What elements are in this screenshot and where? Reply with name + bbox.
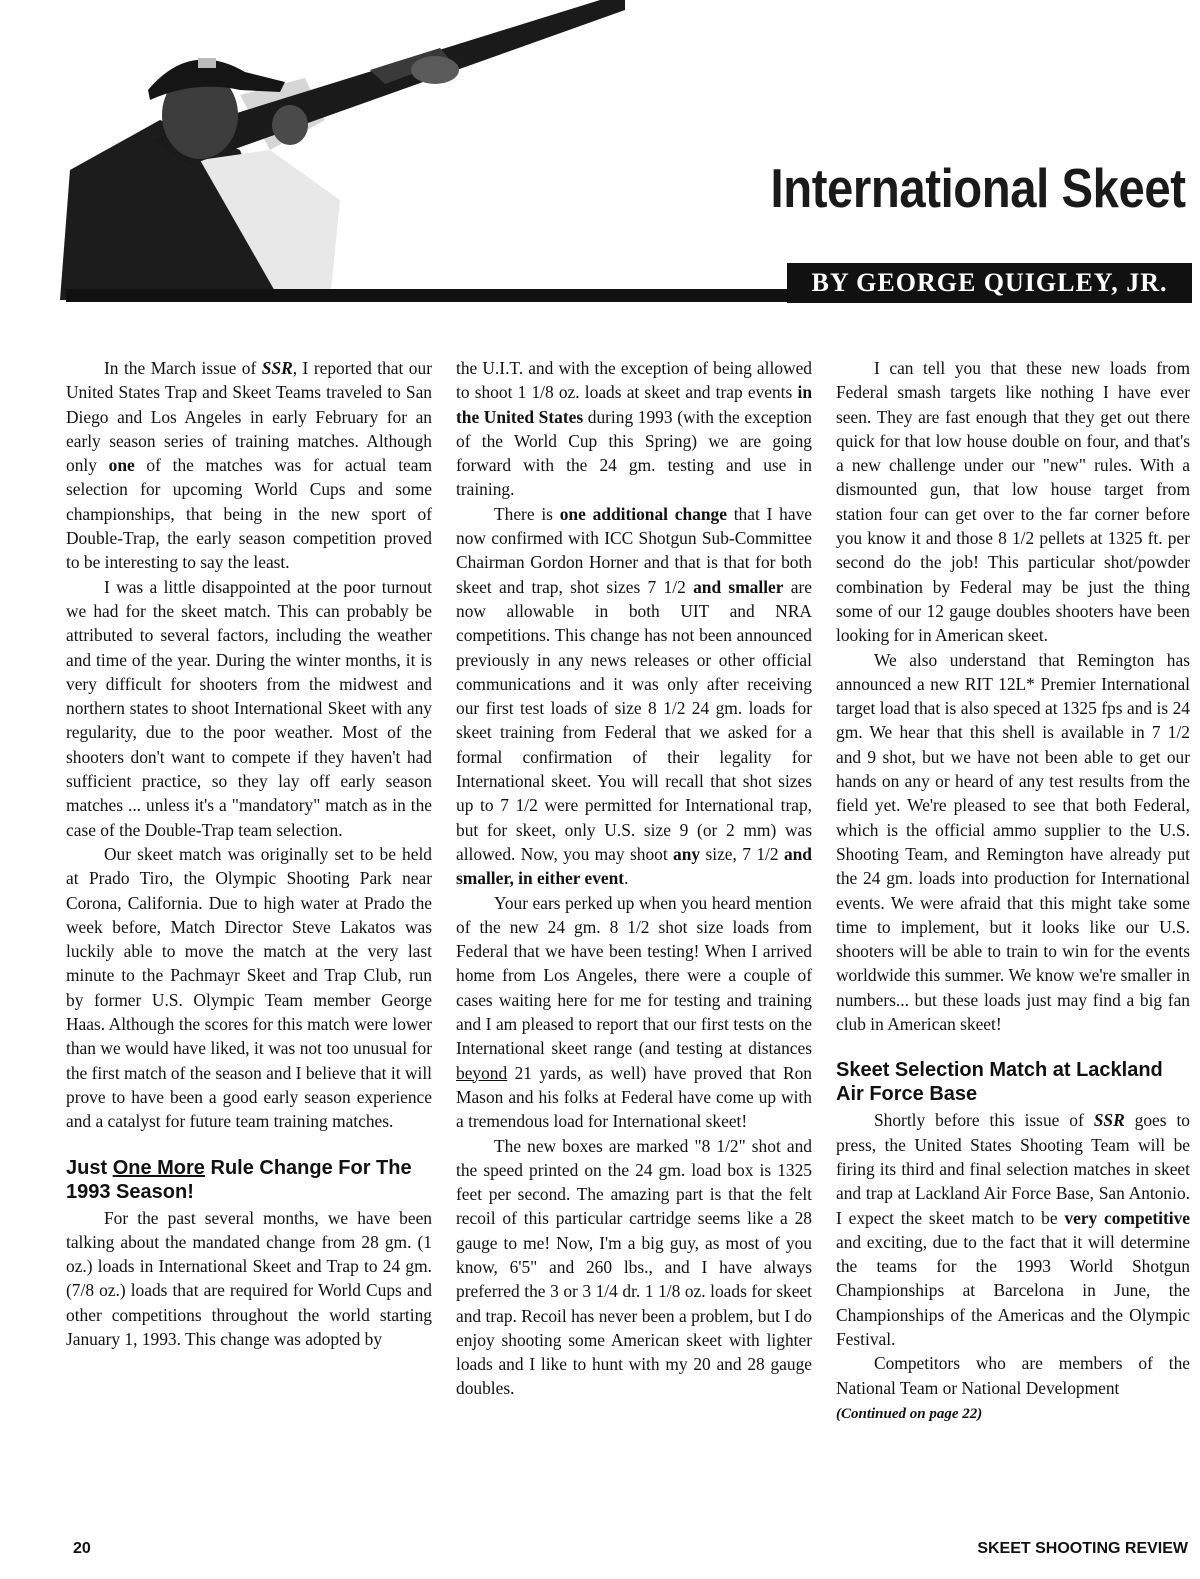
subhead-rule-change: Just One More Rule Change For The 1993 Season!	[66, 1156, 412, 1203]
paragraph: We also understand that Remington has announced a new RIT 12L* Premier International target load that is also speced at 1325 fps and is 24 gm. We hear that this shell is available in 7 1/2 and 9 shot, but we have not been able to get our hands on any or heard of any test results from the field yet. We're pleased to see that both Federal, which is the official ammo supplier to the U.S. Shooting Team, and Remington have already put the 24 gm. loads into production for International events. We were afraid that this might take some time to implement, but it looks like our U.S. shooters will be able to train to win for the events worldwide this summer. We know we're smaller in numbers... but these loads just may find a big fan club in American skeet!	[836, 649, 1190, 1035]
paragraph: Competitors who are members of the National Team or National Development	[836, 1353, 1190, 1398]
paragraph: There is one additional change that I have now confirmed with ICC Shotgun Sub-Committee Chairman Gordon Horner and that is that for both skeet and trap, shot sizes 7 1/2 and smaller are now allowable in both UIT and NRA competitions. This change has not been announced previously in any news releases or other official communications and it was only after receiving our first test loads of size 8 1/2 24 gm. loads for skeet training from Federal that we asked for a formal confirmation of their legality for International skeet. You will recall that shot sizes up to 7 1/2 were permitted for International trap, but for skeet, only U.S. size 9 (or 2 mm) was allowed. Now, you may shoot any size, 7 1/2 and smaller, in either event.	[456, 503, 813, 889]
paragraph: the U.I.T. and with the exception of being allowed to shoot 1 1/8 oz. loads at skeet and trap events in the United States during 1993 (with the exception of the World Cup this Spring) we are going forward with the 24 gm. testing and use in training.	[456, 358, 812, 500]
paragraph: Our skeet match was originally set to be held at Prado Tiro, the Olympic Shooting Park near Corona, California. Due to high water at Prado the week before, Match Director Steve Lakatos was luckily able to move the match at the very last minute to the Pachmayr Skeet and Trap Club, run by former U.S. Olympic Team member George Haas. Although the scores for this match were lower than we would have liked, it was not too unusual for the first match of the season and I believe that it will prove to have been a good early season experience and a catalyst for future team training matches.	[66, 843, 432, 1132]
article-header	[0, 0, 1200, 305]
paragraph: The new boxes are marked "8 1/2" shot and the speed printed on the 24 gm. load box is 1325 feet per second. The amazing part is that the felt recoil of this particular cartridge seems like a 28 gauge to me! Now, I'm a big guy, as most of you know, 6'5" and 260 lbs., and I have always preferred the 3 or 3 1/4 dr. 1 1/8 oz. loads for skeet and trap. Recoil has never been a problem, but I do enjoy shooting some American skeet with lighter loads and I like to hunt with my 20 and 28 gauge doubles.	[456, 1135, 812, 1399]
paragraph: I can tell you that these new loads from Federal smash targets like nothing I have ever seen. They are fast enough that they get out there quick for that low house double on four, and that's a new challenge under our "new" rules. With a dismounted gun, that low house target from station four can get over to the far corner before you know it and those 8 1/2 pellets at 1325 ft. per second do the job! This particular shot/powder combination by Federal may be just the thing some of our 12 gauge doubles shooters have been looking for in American skeet.	[836, 358, 1190, 646]
column-2	[456, 356, 812, 1401]
article-title: International Skeet	[770, 157, 1186, 219]
paragraph: Your ears perked up when you heard mention of the new 24 gm. 8 1/2 shot size loads from Federal that we have been testing! When I arrived home from Los Angeles, there were a couple of cases waiting here for me for testing and training and I am pleased to report that our first tests on the International skeet range (and testing at distances beyond 21 yards, as well) have proved that Ron Mason and his folks at Federal have come up with a tremendous load for International skeet!	[456, 892, 812, 1132]
subhead-lackland: Skeet Selection Match at Lackland Air Force Base	[836, 1059, 1163, 1106]
paragraph: In the March issue of SSR, I reported that our United States Trap and Skeet Teams traveled to San Diego and Los Angeles in early February for an early season series of training matches. Although only one of the matches was for actual team selection for upcoming World Cups and some championships, that being in the new sport of Double-Trap, the early season competition proved to be interesting to say the least.	[66, 358, 432, 573]
paragraph: For the past several months, we have been talking about the mandated change from 28 gm. (1 oz.) loads in International Skeet and Trap to 24 gm. (7/8 oz.) loads that are required for World Cups and other competitions throughout the world starting January 1, 1993. This change was adopted by	[66, 1207, 432, 1349]
paragraph: Shortly before this issue of SSR goes to press, the United States Shooting Team will be firing its third and final selection matches in skeet and trap at Lackland Air Force Base, San Antonio. I expect the skeet match to be very competitive and exciting, due to the fact that it will determine the teams for the 1993 World Shotgun Championships at Barcelona in June, the Championships of the Americas and the Olympic Festival.	[836, 1110, 1190, 1349]
column-3	[836, 356, 1190, 1426]
continued-note: (Continued on page 22)	[836, 1405, 983, 1422]
page-number: 20	[73, 1540, 91, 1557]
column-1	[66, 356, 432, 1351]
shooter-photo	[40, 0, 660, 300]
paragraph: I was a little disappointed at the poor turnout we had for the skeet match. This can probably be attributed to several factors, including the weather and time of the year. During the winter months, it is very difficult for shooters from the midwest and northern states to shoot International Skeet with any regularity, due to the poor weather. Most of the shooters don't want to compete if they haven't had sufficient practice, so they lay off early season matches ... unless it's a "mandatory" match as in the case of the Double-Trap team selection.	[66, 576, 432, 840]
byline: BY GEORGE QUIGLEY, JR.	[787, 263, 1192, 303]
publication-name: SKEET SHOOTING REVIEW	[977, 1540, 1188, 1557]
